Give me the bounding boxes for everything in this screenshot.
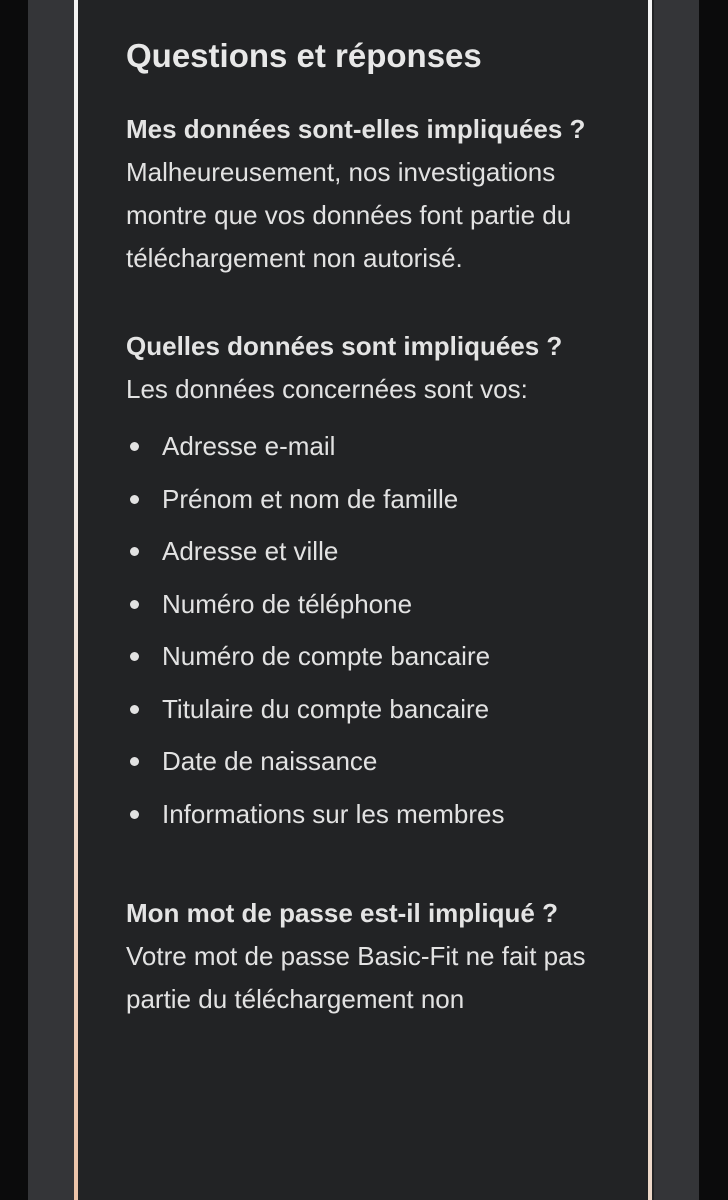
bullet-icon <box>130 757 139 766</box>
faq-question: Mon mot de passe est-il impliqué ? <box>126 898 558 928</box>
list-item-label: Informations sur les membres <box>162 798 505 829</box>
list-item <box>126 525 606 578</box>
bullet-icon <box>130 495 139 504</box>
affected-data-list <box>126 420 606 840</box>
faq-section <box>126 0 606 1021</box>
list-item <box>126 683 606 736</box>
faq-answer: Malheureusement, nos investigations montre que vos données font partie du téléchargement non autorisé. <box>126 157 572 273</box>
faq-answer: Les données concernées sont vos: <box>126 374 528 404</box>
faq-question: Quelles données sont impliquées ? <box>126 331 563 361</box>
list-item <box>126 735 606 788</box>
faq-answer: Votre mot de passe Basic-Fit ne fait pas partie du téléchargement non <box>126 941 586 1014</box>
list-item <box>126 420 606 473</box>
bullet-icon <box>130 547 139 556</box>
list-item <box>126 473 606 526</box>
bullet-icon <box>130 810 139 819</box>
list-item-label: Numéro de téléphone <box>162 588 413 619</box>
faq-item-data-involved <box>126 108 606 280</box>
list-item-label: Numéro de compte bancaire <box>162 641 491 671</box>
list-item-label: Adresse et ville <box>162 536 339 566</box>
list-item <box>126 630 606 683</box>
card-right-border <box>648 0 652 1200</box>
list-item <box>126 788 606 841</box>
card-left-border <box>74 0 78 1200</box>
bullet-icon <box>130 652 139 661</box>
list-item-label: Prénom et nom de famille <box>162 483 459 514</box>
bullet-icon <box>130 442 139 451</box>
section-title: Questions et réponses <box>126 37 482 74</box>
list-item <box>126 578 606 631</box>
faq-item-which-data <box>126 325 606 840</box>
faq-question: Mes données sont-elles impliquées ? <box>126 114 586 144</box>
list-item-label: Titulaire du compte bancaire <box>162 693 490 724</box>
list-item-label: Adresse e-mail <box>162 431 336 461</box>
faq-item-password <box>126 892 606 1021</box>
list-item-label: Date de naissance <box>162 746 378 776</box>
bullet-icon <box>130 600 139 609</box>
bullet-icon <box>130 705 139 714</box>
